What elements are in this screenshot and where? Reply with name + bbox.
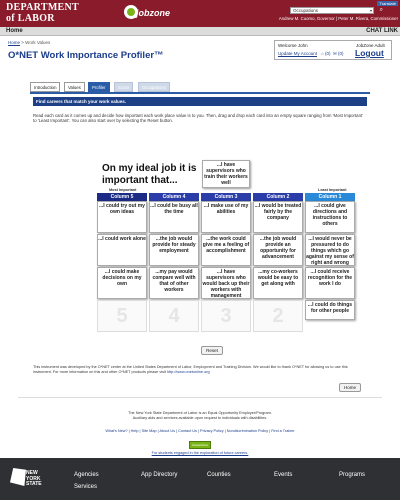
footer-nav-programs[interactable]: Programs xyxy=(339,472,366,478)
onet-note-text: This instrument was developed by the O*NET center at the United States Department of Labor, Employment and Training Division. We would like to thank O*NET for allowing us to use this instrument. For more information on this and other O*NET products please visit xyxy=(33,365,348,374)
eeo-line1: The New York State Department of Labor is an Equal Opportunity Employer/Program. xyxy=(128,411,272,415)
value-card[interactable]: ...the job would provide an opportunity for advancement xyxy=(253,234,303,266)
nav-home[interactable]: Home xyxy=(6,28,23,34)
nys-line1: NEW xyxy=(26,470,38,476)
value-card[interactable]: ...I would be treated fairly by the company xyxy=(253,201,303,233)
translate-button[interactable]: Translate xyxy=(379,1,396,6)
value-card[interactable]: ...I make use of my abilities xyxy=(201,201,251,233)
column-header-4: Column 4 xyxy=(149,193,199,201)
find-careers-bar: Find careers that match your work values. xyxy=(33,97,367,106)
content-divider xyxy=(18,397,382,403)
top-banner xyxy=(0,0,400,27)
nys-logo[interactable] xyxy=(10,468,48,486)
home-count-icon[interactable]: ⌂ (0) xyxy=(321,51,331,56)
page-title: O*NET Work Importance Profiler™ xyxy=(8,50,164,61)
empty-drop-slot[interactable] xyxy=(97,300,147,332)
logout-link[interactable]: Logout xyxy=(355,48,384,58)
reset-button[interactable]: Reset xyxy=(201,346,223,355)
most-important-label: Most Important xyxy=(109,188,137,192)
governor-text: Andrew M. Cuomo, Governor | Peter M. Rivera, Commissioner xyxy=(278,16,398,21)
nys-state-shape-icon xyxy=(10,468,26,486)
nys-line3: STATE xyxy=(26,481,42,487)
onet-link[interactable]: http://www.onetonline.org xyxy=(166,370,210,374)
value-card[interactable]: ...my co-workers would be easy to get along with xyxy=(253,267,303,299)
slot-number: 5 xyxy=(116,305,128,327)
eeo-line2: Auxiliary aids and services available upon request to individuals with disabilities. xyxy=(132,416,268,420)
value-card[interactable]: ...I could do things for other people xyxy=(305,300,355,320)
breadcrumb-home[interactable]: Home xyxy=(8,40,21,45)
slot-number: 4 xyxy=(168,305,180,327)
logo-line1: DEPARTMENT xyxy=(6,2,80,13)
main-nav xyxy=(0,27,400,36)
current-value-card[interactable]: ...I have supervisors who train their workers well xyxy=(202,160,250,188)
value-card[interactable]: ...my pay would compare well with that of other workers xyxy=(149,267,199,299)
search-icon[interactable]: ⌕ xyxy=(379,7,383,13)
value-card[interactable]: ...the work could give me a feeling of accomplishment xyxy=(201,234,251,266)
welcome-box xyxy=(274,40,392,60)
careerzone-badge[interactable]: CareerZone xyxy=(189,441,211,449)
tab-score: Score xyxy=(114,82,133,92)
column-header-5: Column 5 xyxy=(97,193,147,201)
footer-links[interactable]: What's New? | Help | Site Map | About Us | Contact Us | Privacy Policy | Nondiscrimination Policy | Find a Trainer xyxy=(105,429,295,433)
eeo-statement xyxy=(0,411,400,421)
slot-number: 2 xyxy=(272,305,284,327)
welcome-greeting: Welcome John xyxy=(278,43,308,48)
department-of-labor-logo[interactable] xyxy=(6,2,79,24)
breadcrumb xyxy=(8,40,50,45)
column-header-3: Column 3 xyxy=(201,193,251,201)
home-button[interactable]: Home xyxy=(339,383,361,392)
careerzone-link[interactable]: For students engaged in the exploration of future careers. xyxy=(151,451,249,455)
occupations-select[interactable]: Occupations ▾ xyxy=(290,7,374,14)
footer-nav-agencies[interactable]: Agencies xyxy=(74,472,99,478)
value-card[interactable]: ...I could try out my own ideas xyxy=(97,201,147,233)
value-card[interactable]: ...I would never be pressured to do things which go against my sense of right and wrong xyxy=(306,236,354,266)
empty-drop-slot[interactable] xyxy=(149,300,199,332)
chat-link[interactable]: CHAT LINK xyxy=(366,28,398,34)
ideal-job-heading: On my ideal job it is important that... xyxy=(102,163,197,186)
column-header-1: Column 1 xyxy=(305,193,355,201)
jobzone-adult-label: JobZone Adult xyxy=(356,43,385,48)
least-important-label: Least Important xyxy=(318,188,347,192)
tab-underline xyxy=(30,92,370,94)
tab-values[interactable]: Values xyxy=(64,82,85,92)
empty-drop-slot[interactable] xyxy=(201,300,251,332)
value-card[interactable]: ...the job would provide for steady employment xyxy=(149,234,199,266)
onet-note xyxy=(33,365,367,375)
nys-logo-text xyxy=(26,471,42,488)
footer-nav-services[interactable]: Services xyxy=(74,484,98,490)
tab-profiler[interactable]: Profiler xyxy=(88,82,110,92)
value-card[interactable]: ...I could work alone xyxy=(97,234,147,266)
tab-introduction[interactable]: Introduction xyxy=(30,82,60,92)
column-header-2: Column 2 xyxy=(253,193,303,201)
site-footer xyxy=(0,458,400,500)
breadcrumb-current: Work Values xyxy=(25,40,51,45)
jobzone-logo[interactable] xyxy=(122,2,170,24)
value-card[interactable]: ...I could make decisions on my own xyxy=(97,267,147,299)
footer-nav-app-directory[interactable]: App Directory xyxy=(141,472,178,478)
nys-line2: YORK xyxy=(26,475,41,482)
footer-nav-counties[interactable]: Counties xyxy=(207,472,231,478)
footer-nav-events[interactable]: Events xyxy=(274,472,293,478)
breadcrumb-separator: > xyxy=(20,40,26,45)
mail-count-icon[interactable]: ✉ (0) xyxy=(333,51,344,56)
value-card[interactable]: ...I could receive recognition for the work I do xyxy=(305,267,355,299)
update-account-link[interactable]: Update My Account xyxy=(278,51,318,56)
value-card[interactable]: ...I have supervisors who would back up their workers with management xyxy=(202,269,250,299)
instructions-text: Read each card as it comes up and decide how important each work place value is to you. Then, drag and drop each card into an empty square ranging from 'Most Important' to 'Least Important'. You can also start over by selecting the Reset button. xyxy=(33,113,363,124)
slot-number: 3 xyxy=(220,305,232,327)
tab-occupations: Occupations xyxy=(138,82,170,92)
logo-line2: of LABOR xyxy=(6,13,55,24)
value-card[interactable]: ...I could give directions and instructions to others xyxy=(305,201,355,233)
value-card[interactable]: ...I could be busy all the time xyxy=(149,201,199,233)
empty-drop-slot[interactable] xyxy=(253,300,303,332)
jobzone-label: jobzone xyxy=(136,8,170,18)
